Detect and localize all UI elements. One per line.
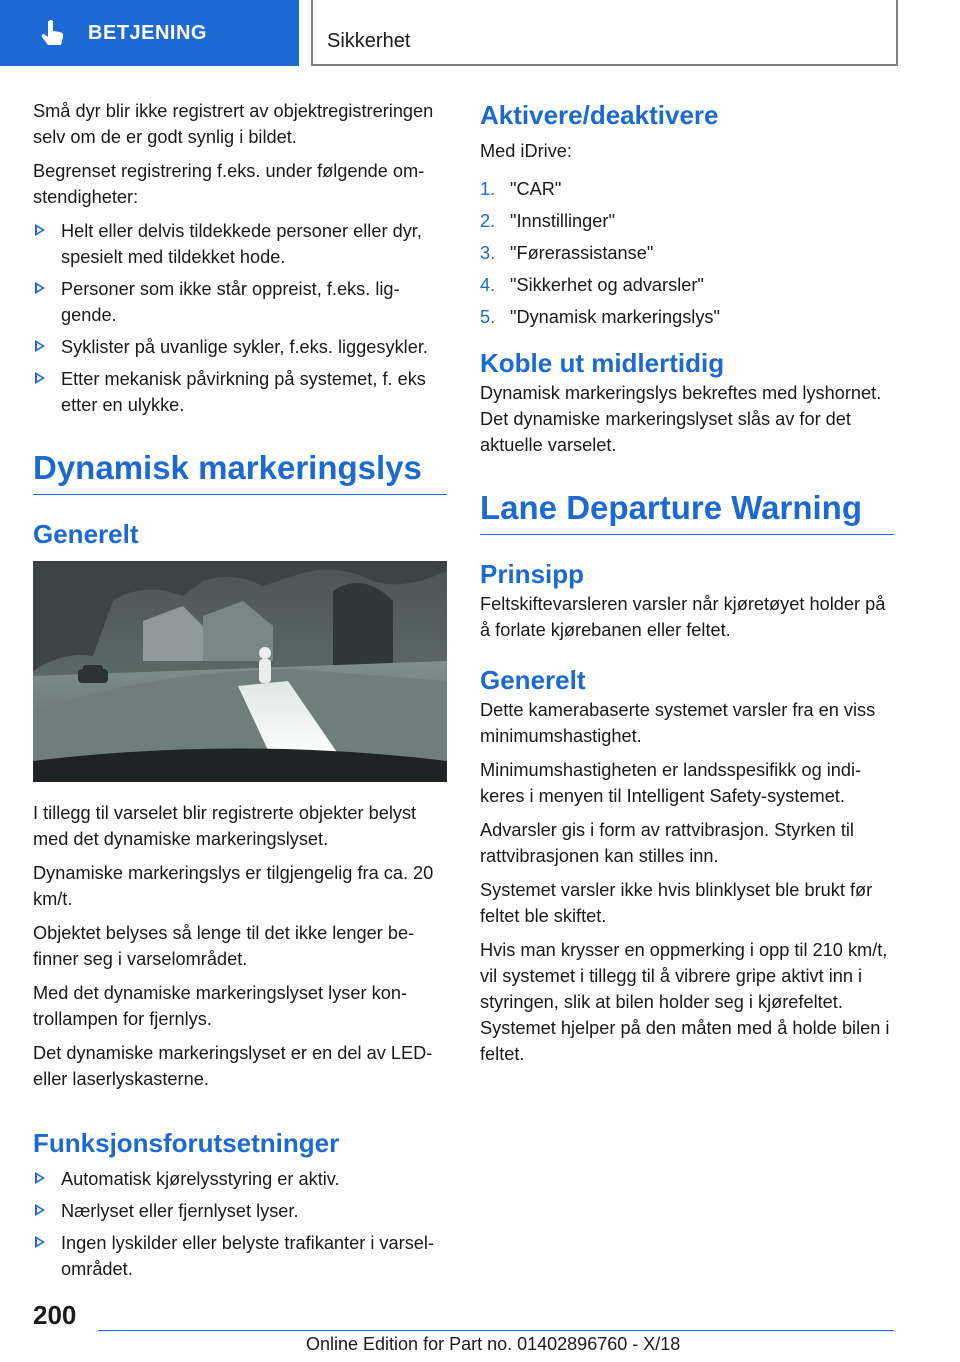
page-number: 200 [33, 1300, 77, 1330]
list-item: 2. "Innstillinger" [480, 211, 615, 231]
paragraph: Minimumshastigheten er landsspesifikk og indikeres i menyen til Intelligent Safety-systemet. [480, 760, 862, 806]
heading-disable: Koble ut midlertidig [480, 348, 725, 378]
section-label: BETJENING [88, 21, 207, 44]
paragraph: Med det dynamiske markeringslyset lyser kontrollampen for fjernlys. [33, 983, 407, 1029]
list-item: Automatisk kjørelysstyring er aktiv. [33, 1166, 447, 1192]
footer-edition: Online Edition for Part no. 01402896760 - X/18 [306, 1334, 681, 1354]
section-heading [33, 448, 447, 495]
triangle-bullet-icon [35, 1172, 45, 1184]
list-item: Nærlyset eller fjernlyset lyser. [33, 1198, 447, 1224]
heading-requirements: Funksjonsforutsetninger [33, 1128, 340, 1158]
paragraph: Hvis man krysser en oppmerking i opp til 210 km/t, vil systemet i tillegg til å vibrere gripe aktivt inn i styringen, slik at bilen holder seg i kjørefeltet. Systemet hjelper på den måten med å holde bilen i feltet. [480, 940, 890, 1064]
triangle-bullet-icon [35, 224, 45, 236]
list-item: Etter mekanisk påvirkning på systemet, f. eks etter en ulykke. [33, 366, 447, 418]
chapter-tab[interactable] [311, 0, 898, 66]
triangle-bullet-icon [35, 340, 45, 352]
triangle-bullet-icon [35, 1236, 45, 1248]
paragraph: Begrenset registrering f.eks. under følgende omstendigheter: [33, 161, 425, 207]
list-item: Helt eller delvis tildekkede personer eller dyr, spesielt med tildekket hode. [33, 218, 447, 270]
triangle-bullet-icon [35, 282, 45, 294]
paragraph: Det dynamiske markeringslyset er en del av LED- eller laserlyskasterne. [33, 1043, 433, 1089]
limitations-list [33, 218, 447, 418]
list-item: Syklister på uvanlige sykler, f.eks. liggesykler. [33, 334, 447, 360]
footer-divider [98, 1330, 894, 1331]
list-item: 4. "Sikkerhet og advarsler" [480, 275, 704, 295]
list-item: 1. "CAR" [480, 179, 562, 199]
chapter-label: Sikkerhet [327, 30, 411, 52]
list-item: Personer som ikke står oppreist, f.eks. liggende. [33, 276, 447, 328]
triangle-bullet-icon [35, 372, 45, 384]
heading-general: Generelt [33, 519, 139, 549]
paragraph: Dynamiske markeringslys er tilgjengelig fra ca. 20 km/t. [33, 863, 434, 909]
list-item: 5. "Dynamisk markeringslys" [480, 307, 720, 327]
paragraph: Dette kamerabaserte systemet varsler fra en viss minimumshastighet. [480, 700, 876, 746]
heading-dynamic-marker-light: Dynamisk markeringslys [33, 449, 422, 486]
paragraph: Objektet belyses så lenge til det ikke lenger befinner seg i varselområdet. [33, 923, 415, 969]
left-column [33, 98, 447, 1290]
heading-principle: Prinsipp [480, 559, 585, 589]
list-item: Ingen lyskilder eller belyste trafikanter i varselområdet. [33, 1230, 447, 1282]
section-tab[interactable] [0, 0, 299, 66]
paragraph: Små dyr blir ikke registrert av objektregistreringen selv om de er godt synlig i bildet. [33, 101, 434, 147]
paragraph: Dynamisk markeringslys bekreftes med lyshornet. Det dynamiske markeringslyset slås av for det aktuelle varselet. [480, 383, 882, 455]
triangle-bullet-icon [35, 1204, 45, 1216]
paragraph: Advarsler gis i form av rattvibrasjon. Styrken til rattvibrasjonen kan stilles inn. [480, 820, 854, 866]
heading-activate: Aktivere/deaktivere [480, 100, 719, 130]
heading-general: Generelt [480, 665, 586, 695]
section-heading [480, 488, 894, 535]
idrive-steps [480, 176, 894, 330]
requirements-list [33, 1166, 447, 1282]
hand-pointer-icon [40, 19, 66, 47]
paragraph: Feltskiftevarsleren varsler når kjøretøyet holder på å forlate kjørebanen eller feltet. [480, 594, 886, 640]
heading-lane-departure-warning: Lane Departure Warning [480, 489, 862, 526]
night-road-illustration [33, 561, 447, 782]
paragraph: Med iDrive: [480, 141, 572, 161]
paragraph: Systemet varsler ikke hvis blinklyset ble brukt før feltet ble skiftet. [480, 880, 873, 926]
list-item: 3. "Førerassistanse" [480, 243, 654, 263]
paragraph: I tillegg til varselet blir registrerte objekter belyst med det dynamiske markeringslyset. [33, 803, 417, 849]
right-column [480, 98, 894, 1075]
